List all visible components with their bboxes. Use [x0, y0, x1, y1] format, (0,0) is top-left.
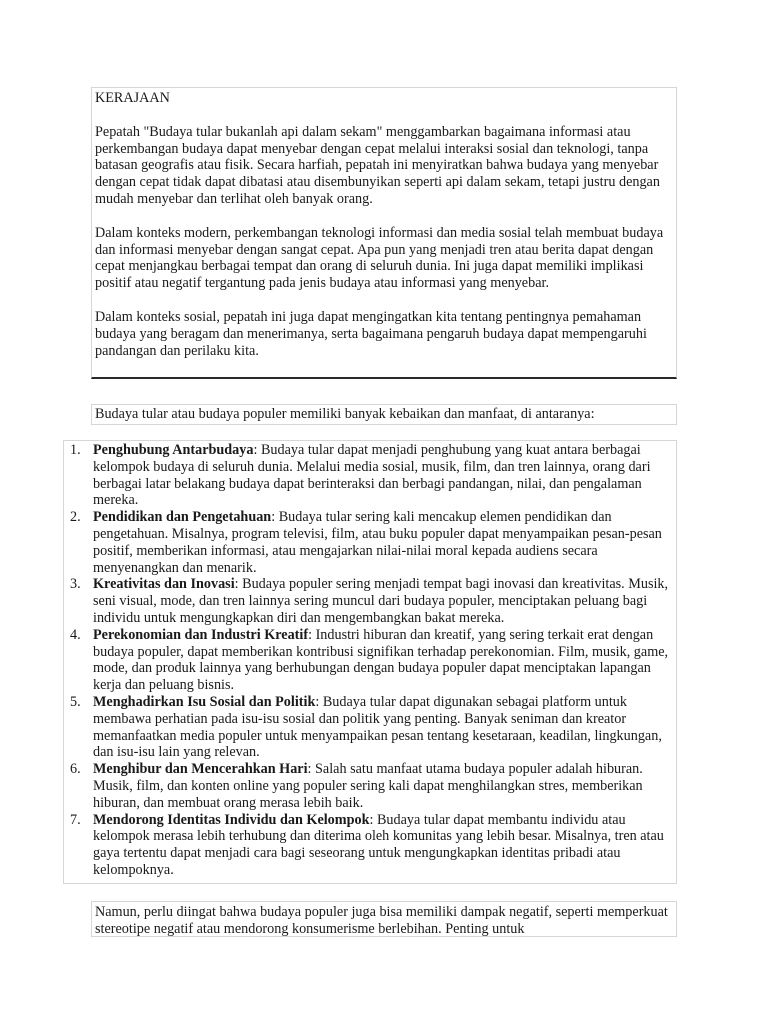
list-item	[64, 627, 676, 694]
list-number: 4.	[70, 626, 81, 643]
list-item-title: Menghibur dan Mencerahkan Hari	[93, 761, 308, 778]
list-item-title: Pendidikan dan Pengetahuan	[93, 509, 272, 526]
list-number: 2.	[70, 509, 81, 526]
spacer	[95, 208, 673, 225]
list-item-text: : Salah satu manfaat utama budaya populer adalah hiburan. Musik, film, dan konten online yang populer sering kali dapat menghilangkan stres, memberikan hiburan, dan membuat orang merasa lebih baik.	[93, 761, 643, 811]
list-item-title: Menghadirkan Isu Sosial dan Politik	[93, 693, 316, 710]
list-item	[64, 509, 676, 576]
closing-text-block	[91, 901, 677, 937]
list-item-title: Perekonomian dan Industri Kreatif	[93, 626, 309, 643]
list-item-text: : Budaya tular dapat membantu individu atau kelompok merasa lebih terhubung dan diterima oleh komunitas yang lebih besar. Misalnya, tren atau gaya tertentu dapat menjadi cara bagi seseorang untuk mengungkapkan identitas pribadi atau kelompoknya.	[93, 811, 664, 878]
spacer	[95, 107, 673, 124]
closing-paragraph: Namun, perlu diingat bahwa budaya populer juga bisa memiliki dampak negatif, seperti memperkuat stereotipe negatif atau mendorong konsumerisme berlebihan. Penting untuk	[95, 904, 668, 937]
list-item-text: : Industri hiburan dan kreatif, yang sering terkait erat dengan budaya populer, dapat memberikan kontribusi signifikan terhadap perekonomian. Film, musik, game, mode, dan produk lainnya yang berhubungan dengan budaya populer dapat menciptakan lapangan kerja dan peluang bisnis.	[93, 626, 669, 694]
benefits-intro-text: Budaya tular atau budaya populer memiliki banyak kebaikan dan manfaat, di antaranya:	[95, 406, 595, 422]
list-number: 1.	[70, 442, 81, 458]
list-item-title: Kreativitas dan Inovasi	[93, 576, 235, 593]
list-item-text: : Budaya populer sering menjadi tempat bagi inovasi dan kreativitas. Musik, seni visual, mode, dan tren lainnya sering muncul dari budaya populer, menciptakan peluang bagi individu untuk mengungkapkan diri dan mengembangkan bakat mereka.	[93, 576, 669, 626]
document-heading: KERAJAAN	[95, 90, 170, 106]
paragraph-2: Dalam konteks modern, perkembangan teknologi informasi dan media sosial telah membuat budaya dan informasi menyebar dengan sangat cepat. Apa pun yang menjadi tren atau berita dapat dengan cepat menjangkau berbagai tempat dan orang di seluruh dunia. Ini juga dapat memiliki implikasi positif atau negatif tergantung pada jenis budaya atau informasi yang menyebar.	[95, 224, 664, 292]
list-item	[64, 576, 676, 626]
list-item	[64, 761, 676, 811]
intro-text-block	[91, 87, 677, 379]
list-item-title: Penghubung Antarbudaya	[93, 442, 254, 458]
list-number: 7.	[70, 811, 81, 828]
paragraph-1: Pepatah "Budaya tular bukanlah api dalam sekam" menggambarkan bagaimana informasi atau perkembangan budaya dapat menyebar dengan cepat melalui interaksi sosial dan teknologi, tanpa batasan geografis atau fisik. Secara harfiah, pepatah ini menyiratkan bahwa budaya yang menyebar dengan cepat tidak dapat dibatasi atau disembunyikan seperti api dalam sekam, tetapi justru dengan mudah menyebar dan terlihat oleh banyak orang.	[95, 123, 660, 207]
list-item	[64, 812, 676, 879]
benefits-intro-block	[91, 404, 677, 425]
list-item	[64, 442, 676, 509]
benefits-list-block	[63, 440, 677, 884]
list-item-text: : Budaya tular sering kali mencakup elemen pendidikan dan pengetahuan. Misalnya, program televisi, film, atau buku populer dapat menyampaikan pesan-pesan positif, memberikan informasi, atau mengajarkan nilai-nilai moral kepada audiens secara menyenangkan dan menarik.	[93, 509, 662, 576]
paragraph-3: Dalam konteks sosial, pepatah ini juga dapat mengingatkan kita tentang pentingnya pemahaman budaya yang beragam dan menerimanya, serta bagaimana pengaruh budaya dapat mempengaruhi pandangan dan perilaku kita.	[95, 308, 647, 359]
list-item-text: : Budaya tular dapat menjadi penghubung yang kuat antara berbagai kelompok budaya di seluruh dunia. Melalui media sosial, musik, film, dan tren lainnya, orang dari berbagai latar belakang budaya dapat berinteraksi dan berbagi pandangan, nilai, dan pengalaman mereka.	[93, 442, 651, 509]
spacer	[95, 292, 673, 309]
list-item	[64, 694, 676, 761]
list-item-text: : Budaya tular dapat digunakan sebagai platform untuk membawa perhatian pada isu-isu sosial dan politik yang penting. Banyak seniman dan kreator memanfaatkan media populer untuk menyampaikan pesan tentang kesetaraan, keadilan, lingkungan, dan isu-isu lain yang relevan.	[93, 693, 662, 761]
list-number: 6.	[70, 761, 81, 778]
benefits-list	[64, 442, 676, 879]
list-item-title: Mendorong Identitas Individu dan Kelompok	[93, 811, 370, 828]
list-number: 5.	[70, 693, 81, 710]
list-number: 3.	[70, 576, 81, 593]
